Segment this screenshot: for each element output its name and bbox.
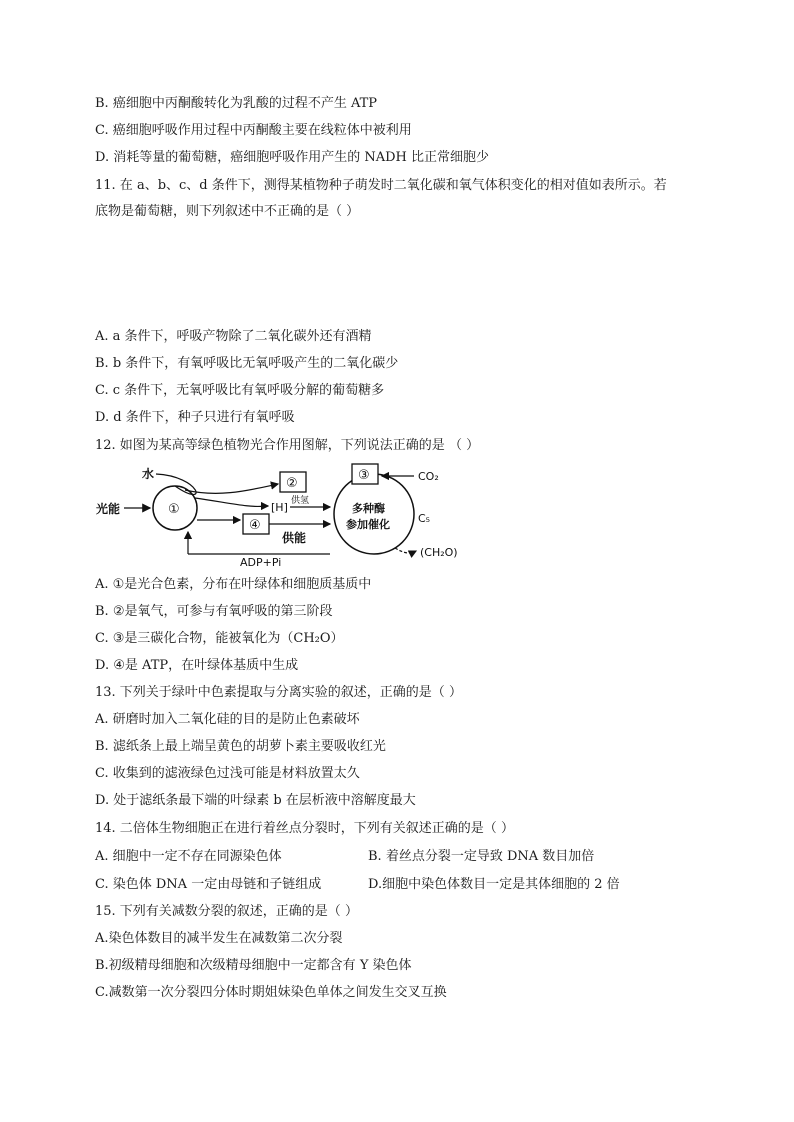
adp-label: ADP+Pi bbox=[240, 556, 282, 569]
h-supply-label: 供氢 bbox=[291, 496, 310, 506]
q11-option-b: B. b 条件下，有氧呼吸比无氧呼吸产生的二氧化碳少 bbox=[95, 356, 399, 371]
box-4-label: ④ bbox=[249, 518, 261, 533]
box-3-label: ③ bbox=[358, 468, 370, 483]
q10-option-d: D. 消耗等量的葡萄糖，癌细胞呼吸作用产生的 NADH 比正常细胞少 bbox=[95, 150, 490, 165]
q13-option-a: A. 研磨时加入二氧化硅的目的是防止色素破坏 bbox=[95, 712, 360, 727]
q13-option-c: C. 收集到的滤液绿色过浅可能是材料放置太久 bbox=[95, 766, 360, 781]
h-label: [H] bbox=[271, 501, 288, 514]
q13-option-b: B. 滤纸条上最上端呈黄色的胡萝卜素主要吸收红光 bbox=[95, 739, 386, 754]
c5-label: C₅ bbox=[418, 512, 431, 525]
q11-option-a: A. a 条件下，呼吸产物除了二氧化碳外还有酒精 bbox=[95, 329, 372, 344]
h-arrow bbox=[195, 498, 268, 506]
box-2-label: ② bbox=[286, 476, 298, 491]
q12-option-c: C. ③是三碳化合物，能被氧化为（CH₂O） bbox=[95, 631, 344, 646]
q11-stem-line2: 底物是葡萄糖，则下列叙述中不正确的是（ ） bbox=[95, 204, 360, 219]
q10-option-c: C. 癌细胞呼吸作用过程中丙酮酸主要在线粒体中被利用 bbox=[95, 123, 412, 138]
co2-label: CO₂ bbox=[418, 470, 439, 483]
q14-option-c: C. 染色体 DNA 一定由母链和子链组成 bbox=[95, 877, 322, 892]
enzyme-label-1: 多种酶 bbox=[352, 502, 385, 515]
q11-stem-line1: 11. 在 a、b、c、d 条件下，测得某植物种子萌发时二氧化碳和氧气体积变化的相对值如表所示。若 bbox=[95, 178, 667, 193]
ch2o-label: (CH₂O) bbox=[420, 546, 458, 559]
photosynthesis-diagram bbox=[90, 458, 470, 570]
q12-option-d: D. ④是 ATP，在叶绿体基质中生成 bbox=[95, 658, 299, 673]
q15-stem: 15. 下列有关减数分裂的叙述，正确的是（ ） bbox=[95, 904, 358, 919]
light-energy-label: 光能 bbox=[96, 502, 121, 516]
circle-1-label: ① bbox=[168, 502, 180, 517]
q13-option-d: D. 处于滤纸条最下端的叶绿素 b 在层析液中溶解度最大 bbox=[95, 793, 416, 808]
q13-stem: 13. 下列关于绿叶中色素提取与分离实验的叙述，正确的是（ ） bbox=[95, 685, 462, 700]
q10-option-b: B. 癌细胞中丙酮酸转化为乳酸的过程不产生 ATP bbox=[95, 96, 378, 111]
water-to-box2-arrow bbox=[185, 484, 278, 493]
q15-option-a: A.染色体数目的减半发生在减数第二次分裂 bbox=[95, 931, 343, 946]
q14-option-a: A. 细胞中一定不存在同源染色体 bbox=[95, 849, 282, 864]
energy-supply-label: 供能 bbox=[282, 531, 307, 545]
q15-option-b: B.初级精母细胞和次级精母细胞中一定都含有 Y 染色体 bbox=[95, 958, 412, 973]
enzyme-label-2: 参加催化 bbox=[346, 518, 390, 531]
q11-option-d: D. d 条件下，种子只进行有氧呼吸 bbox=[95, 410, 295, 425]
q14-option-d: D.细胞中染色体数目一定是其体细胞的 2 倍 bbox=[368, 877, 620, 892]
q12-stem: 12. 如图为某高等绿色植物光合作用图解，下列说法正确的是 （ ） bbox=[95, 438, 480, 453]
water-label: 水 bbox=[142, 467, 155, 481]
q14-stem: 14. 二倍体生物细胞正在进行着丝点分裂时，下列有关叙述正确的是（ ） bbox=[95, 821, 514, 836]
q12-option-b: B. ②是氧气，可参与有氧呼吸的第三阶段 bbox=[95, 604, 333, 619]
q11-option-c: C. c 条件下，无氧呼吸比有氧呼吸分解的葡萄糖多 bbox=[95, 383, 385, 398]
q14-option-b: B. 着丝点分裂一定导致 DNA 数目加倍 bbox=[368, 849, 595, 864]
ch2o-arrow bbox=[395, 548, 416, 553]
q15-option-c: C.减数第一次分裂四分体时期姐妹染色单体之间发生交叉互换 bbox=[95, 985, 447, 1000]
q12-option-a: A. ①是光合色素，分布在叶绿体和细胞质基质中 bbox=[95, 577, 372, 592]
